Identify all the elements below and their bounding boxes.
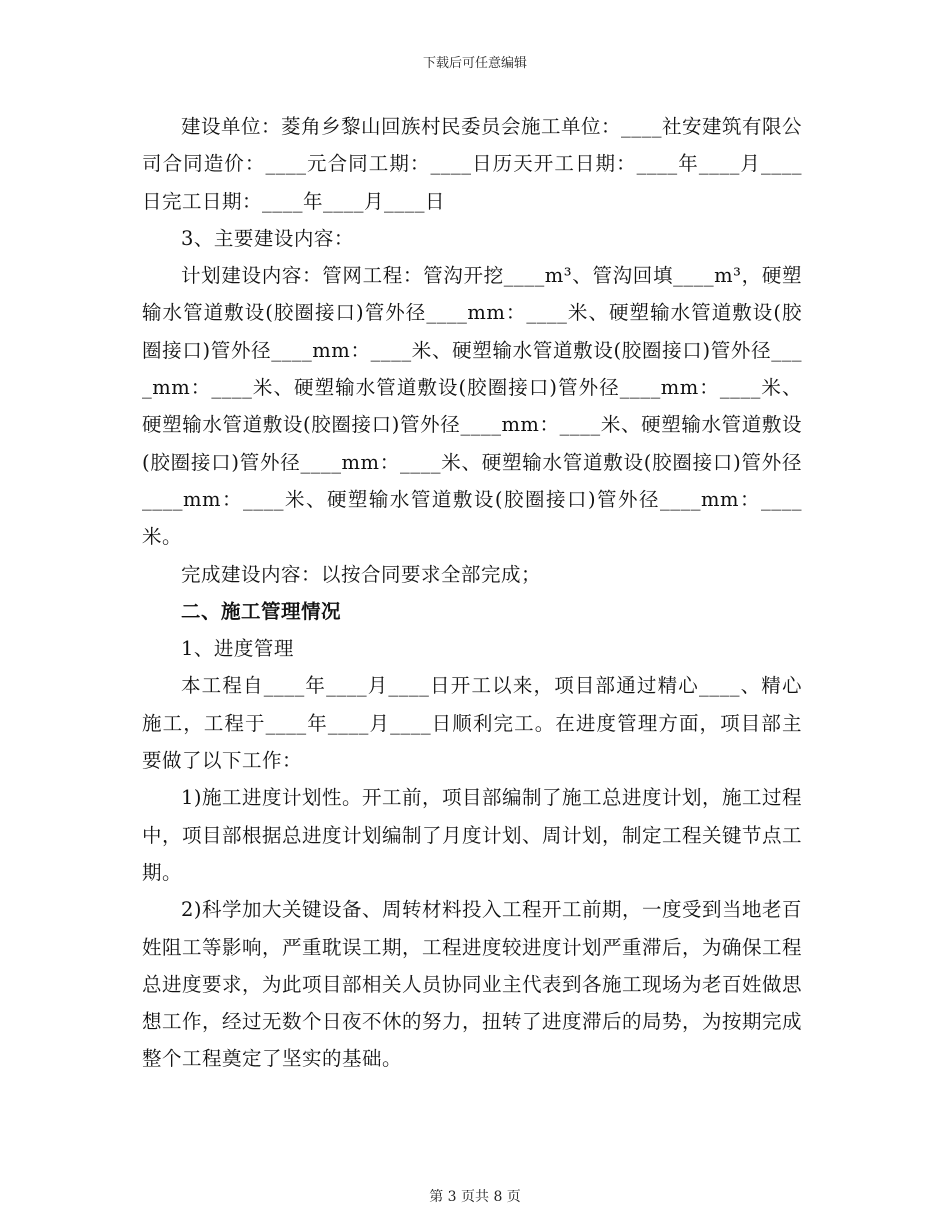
paragraph-contract-info: 建设单位：菱角乡黎山回族村民委员会施工单位：____社安建筑有限公司合同造价：____元合同工期：____日历天开工日期：____年____月____日完工日期：____年____月____日 xyxy=(142,115,803,213)
paragraph-schedule-planning: 1)施工进度计划性。开工前，项目部编制了施工总进度计划，施工过程中，项目部根据总进度计划编制了月度计划、周计划，制定工程关键节点工期。 xyxy=(142,786,803,884)
paragraph-equipment-investment: 2)科学加大关键设备、周转材料投入工程开工前期，一度受到当地老百姓阻工等影响，严重耽误工期，工程进度较进度计划严重滞后，为确保工程总进度要求，为此项目部相关人员协同业主代表到各施工现场为老百姓做思想工作，经过无数个日夜不休的努力，扭转了进度滞后的局势，为按期完成整个工程奠定了坚实的基础。 xyxy=(142,898,803,1071)
paragraph-main-content-title: 3、主要建设内容： xyxy=(181,226,354,250)
document-body xyxy=(142,108,802,1078)
paragraph-planned-content: 计划建设内容：管网工程：管沟开挖____m³、管沟回填____m³，硬塑输水管道敷设(胶圈接口)管外径____mm：____米、硬塑输水管道敷设(胶圈接口)管外径____mm：____米、硬塑输水管道敷设(胶圈接口)管外径____mm：____米、硬塑输水管道敷设(胶圈接口)管外径____mm：____米、硬塑输水管道敷设(胶圈接口)管外径____mm：____米、硬塑输水管道敷设(胶圈接口)管外径____mm：____米、硬塑输水管道敷设(胶圈接口)管外径____mm：____米、硬塑输水管道敷设(胶圈接口)管外径____mm：____米。 xyxy=(142,264,802,549)
section-heading-construction-management: 二、施工管理情况 xyxy=(181,599,342,623)
paragraph-completed-content: 完成建设内容：以按合同要求全部完成； xyxy=(181,562,542,586)
subheading-progress-management: 1、进度管理 xyxy=(181,637,294,661)
page-footer: 第 3 页共 8 页 xyxy=(429,1189,521,1205)
page-header: 下载后可任意编辑 xyxy=(422,56,527,71)
paragraph-progress-intro: 本工程自____年____月____日开工以来，项目部通过精心____、精心施工，工程于____年____月____日顺利完工。在进度管理方面，项目部主要做了以下工作： xyxy=(142,674,802,773)
